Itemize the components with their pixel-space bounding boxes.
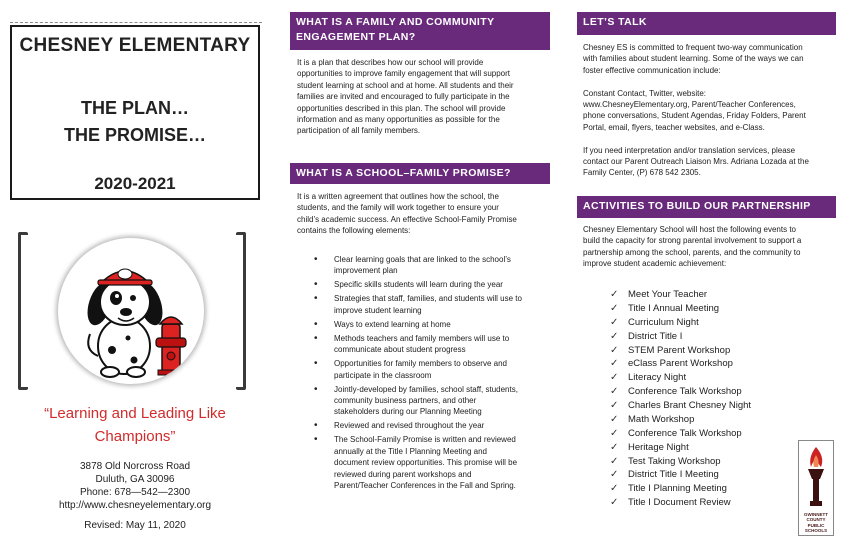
event-label: Title I Planning Meeting: [628, 483, 727, 495]
list-item: [312, 279, 550, 290]
promise-line: THE PROMISE…: [63, 125, 206, 145]
text-line: contains the following elements:: [297, 226, 411, 236]
text-line: foster effective communication include:: [583, 65, 721, 75]
text-line: • Ways to extend learning at home: [334, 319, 451, 329]
event-label: Math Workshop: [628, 413, 695, 425]
list-item: [312, 358, 550, 381]
checkmark-icon: ✓: [610, 483, 619, 495]
contact-block: [20, 460, 250, 512]
engagement-plan-text: [297, 57, 552, 137]
text-line: opportunities to improve family engagement that will support: [297, 69, 510, 79]
text-line: Chesney ES is committed to frequent two-way communication: [583, 43, 803, 52]
street-address: 3878 Old Norcross Road: [79, 461, 191, 472]
checkmark-icon: ✓: [610, 413, 619, 425]
text-line: • Opportunities for family members to observe and: [334, 359, 507, 369]
list-item: [610, 385, 810, 398]
text-line: Parent/Teacher Conferences in the Fall and Spring.: [334, 481, 516, 491]
checkmark-icon: ✓: [610, 330, 619, 342]
lets-talk-text: [583, 42, 839, 179]
checkmark-icon: ✓: [610, 469, 619, 481]
text-line: Portal, email, flyers, teacher websites, and e-Class.: [583, 122, 765, 132]
list-item: [610, 316, 810, 329]
plan-title: [12, 95, 258, 149]
checkmark-icon: ✓: [610, 372, 619, 384]
checkmark-icon: ✓: [610, 344, 619, 356]
list-item: [610, 344, 810, 357]
left-bracket: [18, 232, 28, 390]
text-line: • Strategies that staff, families, and students will use to: [334, 294, 522, 304]
text-line: Constant Contact, Twitter, website:: [583, 88, 707, 98]
text-line: build the capacity for strong parental involvement to support a: [583, 236, 802, 246]
text-line: improve student academic achievement:: [583, 259, 727, 269]
school-motto: [20, 402, 250, 448]
text-line: participation of all family members.: [297, 126, 421, 136]
event-label: Title I Annual Meeting: [628, 302, 720, 314]
list-item: [610, 455, 810, 468]
text-line: document review opportunities. This promise will be: [334, 458, 518, 468]
list-item: [312, 434, 550, 491]
text-line: Family Center, (P) 678 542 2305.: [583, 168, 701, 178]
event-label: Conference Talk Workshop: [628, 386, 742, 398]
school-family-promise-heading: WHAT IS A SCHOOL–FAMILY PROMISE?: [290, 163, 550, 184]
promise-elements-list: [312, 254, 550, 494]
text-line: reviewed during parent workshops and: [334, 469, 472, 479]
text-line: It is a plan that describes how our school will provide: [297, 58, 484, 67]
text-line: improvement plan: [334, 266, 398, 276]
text-line: • Jointly-developed by families, school staff, students,: [334, 384, 518, 394]
text-line: • The School-Family Promise is written and reviewed: [334, 435, 516, 445]
text-line: • Reviewed and revised throughout the year: [334, 421, 485, 431]
event-label: Meet Your Teacher: [628, 289, 708, 300]
list-item: [312, 384, 550, 418]
lets-talk-heading: LET’S TALK: [577, 12, 836, 35]
engagement-plan-heading: [290, 12, 550, 50]
event-label: Charles Brant Chesney Night: [628, 400, 752, 411]
list-item: [312, 254, 550, 277]
text-line: opportunities described in this plan. The school will provide: [297, 103, 506, 113]
event-label: Literacy Night: [628, 372, 687, 384]
logo-text-line: COUNTY: [806, 517, 826, 523]
torch-icon: [799, 443, 833, 509]
mascot-logo-area: [18, 232, 246, 392]
dalmatian-icon: [58, 238, 204, 384]
checkmark-icon: ✓: [610, 441, 619, 453]
text-line: with families about student learning. Some of the ways we can: [583, 54, 804, 64]
text-line: communicate about student progress: [334, 345, 466, 355]
event-label: District Title I Meeting: [628, 469, 719, 481]
heading-line: ENGAGEMENT PLAN?: [296, 31, 416, 43]
text-line: improve student learning: [334, 305, 422, 315]
promise-intro-text: [297, 191, 552, 237]
text-line: If you need interpretation and/or translation services, please: [583, 145, 796, 155]
text-line: • Methods teachers and family members will use to: [334, 333, 510, 343]
list-item: [312, 293, 550, 316]
checkmark-icon: ✓: [610, 455, 619, 467]
text-line: participate in the classroom: [334, 370, 432, 380]
list-item: [610, 399, 810, 412]
event-label: District Title I: [628, 330, 683, 342]
phone-number: Phone: 678—542—2300: [79, 487, 191, 498]
activities-heading: ACTIVITIES TO BUILD OUR PARTNERSHIP: [577, 196, 836, 218]
event-label: Conference Talk Workshop: [628, 427, 742, 439]
list-item: [610, 482, 810, 495]
gwinnett-county-schools-logo: [798, 440, 834, 536]
revised-date: Revised: May 11, 2020: [84, 520, 186, 531]
checkmark-icon: ✓: [610, 302, 619, 314]
list-item: [610, 468, 810, 481]
text-line: phone conversations, Student Agendas, Friday Folders, Parent: [583, 111, 806, 121]
text-line: • Specific skills students will learn during the year: [334, 280, 503, 290]
title-box: [10, 25, 260, 200]
checkmark-icon: ✓: [610, 289, 619, 300]
motto-line: Champions”: [94, 428, 176, 445]
logo-text-line: SCHOOLS: [804, 527, 828, 533]
logo-text-line: GWINNETT: [804, 512, 828, 518]
right-bracket: [236, 232, 246, 390]
list-item: [610, 357, 810, 370]
text-line: stakeholders during our Planning Meeting: [334, 407, 482, 417]
event-label: Curriculum Night: [628, 316, 699, 328]
list-item: [610, 288, 810, 301]
heading-line: WHAT IS A FAMILY AND COMMUNITY: [296, 16, 495, 28]
event-label: Title I Document Review: [628, 497, 731, 509]
text-line: Chesney Elementary School will host the following events to: [583, 225, 796, 234]
checkmark-icon: ✓: [610, 386, 619, 398]
event-label: STEM Parent Workshop: [628, 344, 731, 356]
text-line: It is a written agreement that outlines how the school, the: [297, 192, 499, 201]
activities-list: [610, 288, 810, 510]
text-line: student learning at school and at home. All students and their: [297, 80, 514, 90]
text-line: www.ChesneyElementary.org, Parent/Teacher Conferences,: [583, 100, 796, 110]
event-label: Test Taking Workshop: [628, 455, 721, 467]
checkmark-icon: ✓: [610, 400, 619, 411]
activities-intro-text: [583, 224, 839, 270]
text-line: • Clear learning goals that are linked to the school’s: [334, 255, 511, 264]
text-line: students, and the family will work together to ensure your: [297, 203, 499, 213]
checkmark-icon: ✓: [610, 427, 619, 439]
list-item: [610, 371, 810, 384]
motto-line: “Learning and Leading Like: [44, 405, 226, 422]
text-line: information and as many opportunities as possible for the: [297, 115, 500, 125]
text-line: contact our Parent Outreach Liaison Mrs. Adriana Lozada at the: [583, 157, 809, 167]
text-line: partnership among the school, parents, and the community to: [583, 247, 801, 257]
list-item: [610, 330, 810, 343]
list-item: [312, 319, 550, 330]
list-item: [312, 420, 550, 431]
list-item: [610, 427, 810, 440]
website-link[interactable]: http://www.chesneyelementary.org: [58, 500, 212, 511]
text-line: annually at the Title I Planning Meeting and: [334, 446, 487, 456]
checkmark-icon: ✓: [610, 497, 619, 509]
plan-line: THE PLAN…: [81, 98, 189, 118]
city-state-zip: Duluth, GA 30096: [95, 474, 175, 485]
school-name: CHESNEY ELEMENTARY: [19, 35, 251, 56]
list-item: [610, 441, 810, 454]
text-line: child’s academic success. An effective School-Family Promise: [297, 214, 517, 224]
list-item: [312, 333, 550, 356]
list-item: [610, 413, 810, 426]
checkmark-icon: ✓: [610, 358, 619, 370]
text-line: community business partners, and other: [334, 396, 477, 406]
event-label: eClass Parent Workshop: [628, 358, 733, 370]
event-label: Heritage Night: [628, 441, 689, 453]
list-item: [610, 496, 810, 509]
school-year: 2020-2021: [94, 174, 176, 193]
text-line: families are invited and encouraged to fully participate in the: [297, 92, 510, 102]
logo-text-line: PUBLIC: [807, 522, 825, 528]
top-divider: [10, 22, 262, 23]
checkmark-icon: ✓: [610, 316, 619, 328]
list-item: [610, 302, 810, 315]
dalmatian-mascot-image: [58, 238, 204, 384]
logo-text: [799, 512, 833, 533]
